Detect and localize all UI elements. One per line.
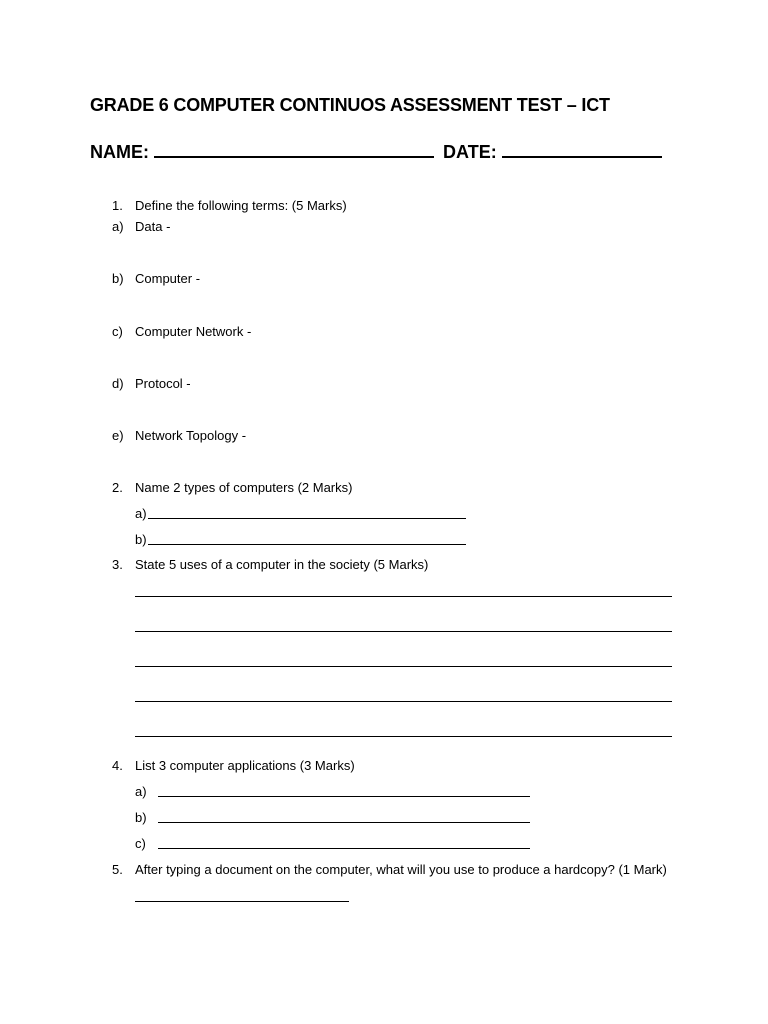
question-text: State 5 uses of a computer in the society (5 Marks): [135, 557, 429, 572]
answer-line[interactable]: [158, 848, 530, 849]
item-letter: a): [112, 219, 124, 234]
answer-line[interactable]: [135, 736, 672, 737]
answer-line[interactable]: [148, 518, 466, 519]
item-letter: a): [135, 506, 147, 521]
answer-line[interactable]: [148, 544, 466, 545]
question-text: After typing a document on the computer, what will you use to produce a hardcopy? (1 Mark): [135, 862, 667, 877]
question-text: Define the following terms: (5 Marks): [135, 198, 347, 213]
question-number: 4.: [112, 758, 123, 773]
answer-line[interactable]: [158, 822, 530, 823]
term-protocol: Protocol -: [135, 376, 191, 391]
item-letter: c): [112, 324, 123, 339]
answer-line[interactable]: [135, 596, 672, 597]
question-number: 1.: [112, 198, 123, 213]
term-computer: Computer -: [135, 271, 201, 286]
answer-line[interactable]: [135, 701, 672, 702]
item-letter: d): [112, 376, 124, 391]
answer-line[interactable]: [158, 796, 530, 797]
question-number: 2.: [112, 480, 123, 495]
item-letter: b): [135, 810, 147, 825]
term-computer-network: Computer Network -: [135, 324, 252, 339]
answer-line[interactable]: [135, 631, 672, 632]
term-data: Data -: [135, 219, 171, 234]
item-letter: b): [135, 532, 147, 547]
item-letter: a): [135, 784, 147, 799]
date-label: DATE:: [443, 142, 497, 162]
question-number: 5.: [112, 862, 123, 877]
item-letter: e): [112, 428, 124, 443]
question-text: Name 2 types of computers (2 Marks): [135, 480, 353, 495]
answer-line[interactable]: [135, 901, 349, 902]
question-text: List 3 computer applications (3 Marks): [135, 758, 355, 773]
question-number: 3.: [112, 557, 123, 572]
term-network-topology: Network Topology -: [135, 428, 247, 443]
answer-line[interactable]: [135, 666, 672, 667]
item-letter: b): [112, 271, 124, 286]
name-date-row: [90, 138, 662, 163]
name-field[interactable]: [154, 138, 434, 158]
item-letter: c): [135, 836, 146, 851]
name-label: NAME:: [90, 142, 149, 162]
page-title: GRADE 6 COMPUTER CONTINUOS ASSESSMENT TEST – ICT: [90, 95, 610, 115]
date-field[interactable]: [502, 138, 662, 158]
